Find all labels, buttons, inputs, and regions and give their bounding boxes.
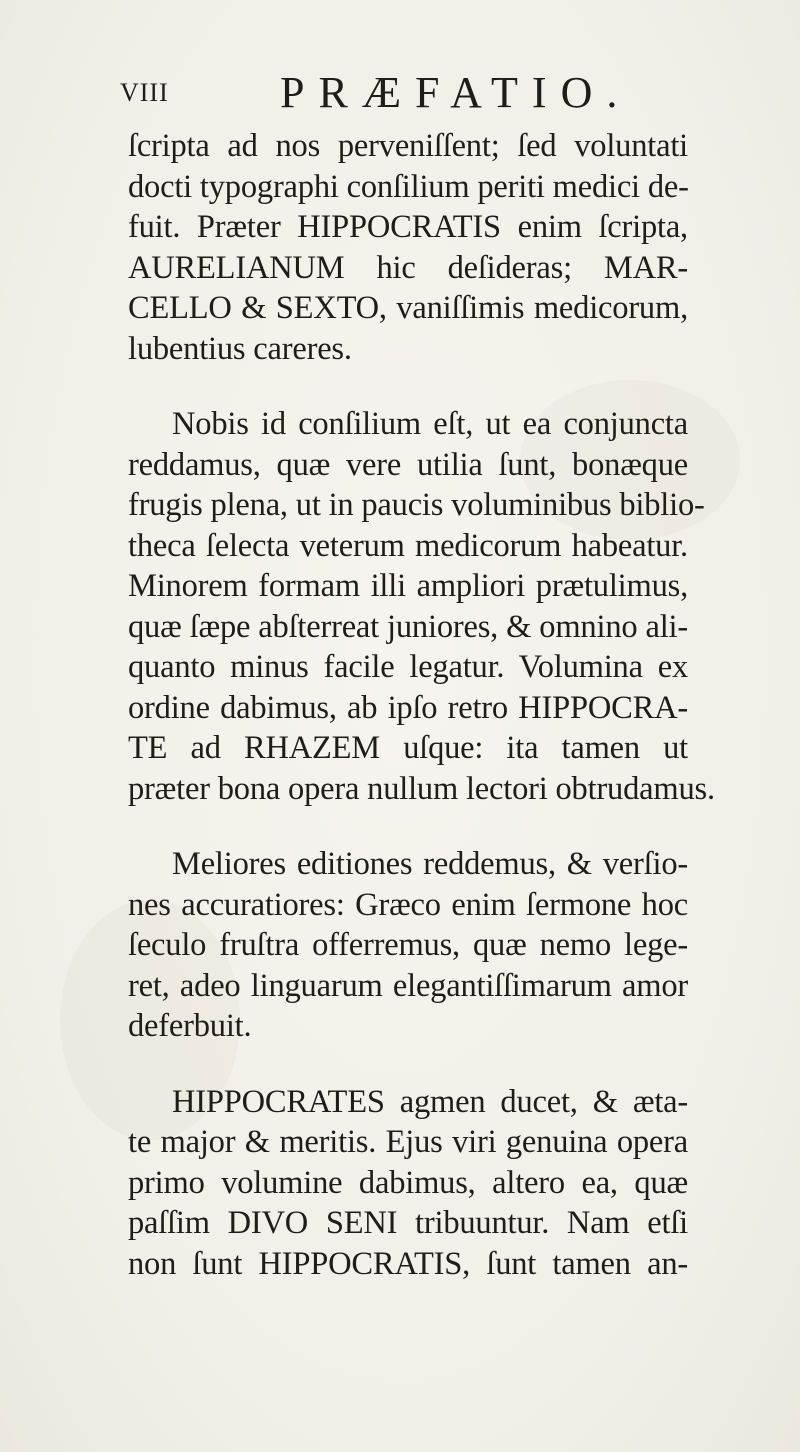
- text-line: fuit. Præter HIPPOCRATIS enim ſcripta,: [128, 209, 688, 245]
- text-line: Minorem formam illi ampliori prætulimus,: [128, 568, 688, 604]
- text-line: docti typographi conſilium periti medici de-: [128, 168, 689, 205]
- text-line: deferbuit.: [128, 1008, 252, 1044]
- text-line: ſcripta ad nos perveniſſent; ſed voluntati: [128, 128, 688, 164]
- text-line: quæ ſæpe abſterreat juniores, & omnino ali-: [128, 608, 688, 645]
- paragraph-1: [128, 126, 688, 369]
- text-line: paſſim DIVO SENI tribuuntur. Nam etſi: [128, 1205, 688, 1241]
- text-line: theca ſelecta veterum medicorum habeatur.: [128, 527, 688, 564]
- paragraph-2: [128, 404, 715, 809]
- text-line: ordine dabimus, ab ipſo retro HIPPOCRA-: [128, 689, 688, 726]
- text-line: ret, adeo linguarum elegantiſſimarum amor: [128, 967, 688, 1004]
- paragraph-3: [128, 844, 688, 1047]
- text-line: CELLO & SEXTO, vaniſſimis medicorum,: [128, 290, 688, 326]
- text-line: nes accuratiores: Græco enim ſermone hoc: [128, 886, 688, 923]
- paragraph-4: [128, 1082, 688, 1285]
- text-line: primo volumine dabimus, altero ea, quæ: [128, 1164, 688, 1201]
- text-line: quanto minus facile legatur. Volumina ex: [128, 649, 688, 685]
- text-line: Meliores editiones reddemus, & verſio-: [172, 846, 688, 882]
- text-line: ſeculo fruſtra offerremus, quæ nemo lege-: [128, 927, 688, 963]
- text-line: HIPPOCRATES agmen ducet, & æta-: [172, 1083, 688, 1120]
- body-text: [128, 126, 715, 1319]
- running-title: PRÆFATIO.: [280, 68, 632, 117]
- page-number: VIII: [120, 78, 169, 107]
- text-line: non ſunt HIPPOCRATIS, ſunt tamen an-: [128, 1245, 688, 1282]
- text-line: præter bona opera nullum lectori obtrudamus.: [128, 770, 715, 807]
- page-header: [120, 68, 680, 118]
- text-line: Nobis id conſilium eſt, ut ea conjuncta: [172, 406, 688, 442]
- text-line: te major & meritis. Ejus viri genuina opera: [128, 1124, 688, 1160]
- text-line: frugis plena, ut in paucis voluminibus biblio-: [128, 487, 705, 523]
- text-line: lubentius careres.: [128, 330, 352, 367]
- text-line: AURELIANUM hic deſideras; MAR-: [128, 249, 688, 286]
- text-line: reddamus, quæ vere utilia ſunt, bonæque: [128, 446, 688, 483]
- text-line: TE ad RHAZEM uſque: ita tamen ut: [128, 730, 688, 766]
